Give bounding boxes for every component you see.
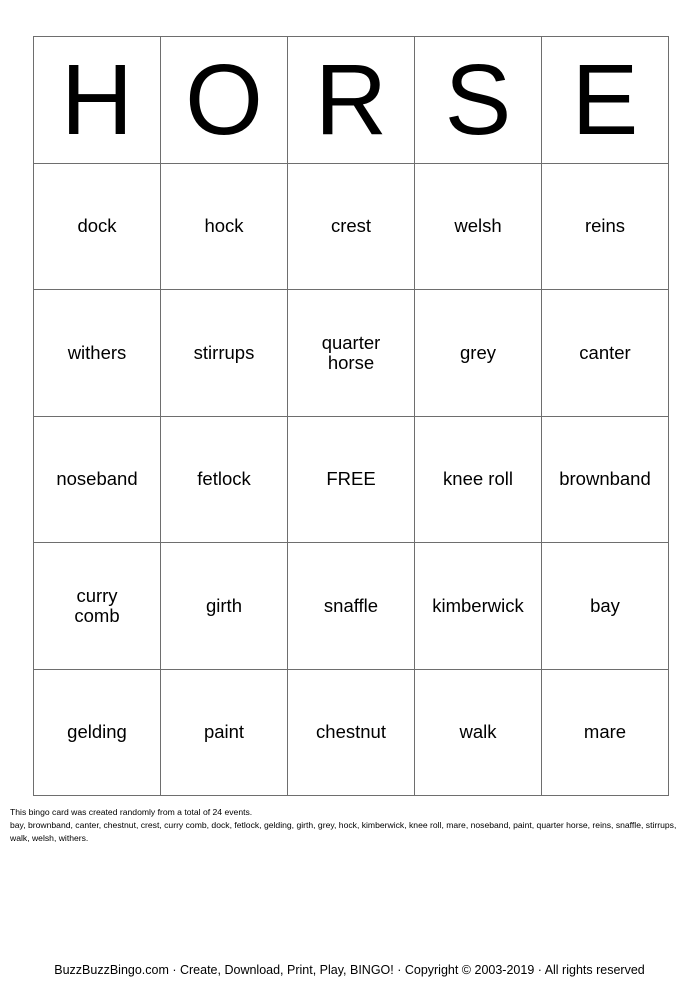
cell-label: noseband — [56, 468, 138, 490]
bingo-cell — [34, 543, 161, 670]
header-letter-r: R — [288, 37, 415, 164]
bingo-row — [34, 290, 669, 417]
bingo-cell — [161, 416, 288, 543]
cell-label: walk — [459, 721, 497, 743]
cell-label: canter — [579, 341, 631, 363]
cell-label: mare — [583, 721, 627, 743]
bingo-cell — [161, 543, 288, 670]
cell-label: curry comb — [74, 584, 120, 626]
bingo-cell — [161, 290, 288, 417]
bingo-row — [34, 416, 669, 543]
bingo-cell — [34, 290, 161, 417]
cell-label: chestnut — [316, 721, 386, 743]
cell-label: fetlock — [197, 468, 251, 490]
bingo-cell — [542, 669, 669, 796]
bingo-cell — [288, 290, 415, 417]
cell-label: welsh — [454, 215, 502, 237]
bingo-card — [33, 36, 669, 796]
footer-copyright: BuzzBuzzBingo.com · Create, Download, Print, Play, BINGO! · Copyright © 2003-2019 · All rights reserved — [54, 963, 645, 977]
bingo-cell — [161, 163, 288, 290]
cell-label: snaffle — [323, 594, 379, 616]
bingo-cell — [34, 416, 161, 543]
bingo-cell — [34, 669, 161, 796]
cell-label: grey — [460, 341, 496, 363]
header-letter-h: H — [34, 37, 161, 164]
bingo-cell — [161, 669, 288, 796]
header-letter-s: S — [415, 37, 542, 164]
card-info — [10, 806, 690, 845]
cell-label: bay — [590, 594, 620, 616]
bingo-cell — [288, 669, 415, 796]
bingo-row — [34, 543, 669, 670]
bingo-cell — [288, 163, 415, 290]
cell-label: dock — [77, 215, 117, 237]
cell-label: gelding — [67, 721, 127, 743]
cell-label: withers — [67, 341, 127, 363]
bingo-cell — [415, 543, 542, 670]
bingo-cell — [542, 290, 669, 417]
header-row — [34, 37, 669, 164]
bingo-cell — [542, 416, 669, 543]
cell-label: brownband — [559, 468, 651, 490]
free-cell — [288, 416, 415, 543]
cell-label: knee roll — [443, 468, 513, 490]
bingo-cell — [415, 416, 542, 543]
cell-label: hock — [204, 215, 244, 237]
card-info-word-list: bay, brownband, canter, chestnut, crest, curry comb, dock, fetlock, gelding, girth, grey, hock, kimberwick, knee roll, mare, noseband, paint, quarter horse, reins, snaffle, stirrups, walk, welsh, withers. — [10, 820, 677, 843]
cell-label: FREE — [326, 468, 376, 490]
header-letter-o: O — [161, 37, 288, 164]
cell-label: stirrups — [193, 341, 255, 363]
cell-label: girth — [206, 594, 242, 616]
cell-label: paint — [203, 721, 245, 743]
cell-label: reins — [584, 215, 626, 237]
bingo-cell — [415, 163, 542, 290]
bingo-cell — [415, 290, 542, 417]
card-info-summary: This bingo card was created randomly from a total of 24 events. — [10, 807, 253, 817]
bingo-row — [34, 163, 669, 290]
bingo-cell — [542, 163, 669, 290]
bingo-cell — [288, 543, 415, 670]
cell-label: crest — [330, 215, 372, 237]
bingo-cell — [542, 543, 669, 670]
bingo-cell — [415, 669, 542, 796]
cell-label: kimberwick — [432, 594, 524, 616]
bingo-cell — [34, 163, 161, 290]
bingo-row — [34, 669, 669, 796]
cell-label: quarter horse — [321, 331, 381, 373]
header-letter-e: E — [542, 37, 669, 164]
